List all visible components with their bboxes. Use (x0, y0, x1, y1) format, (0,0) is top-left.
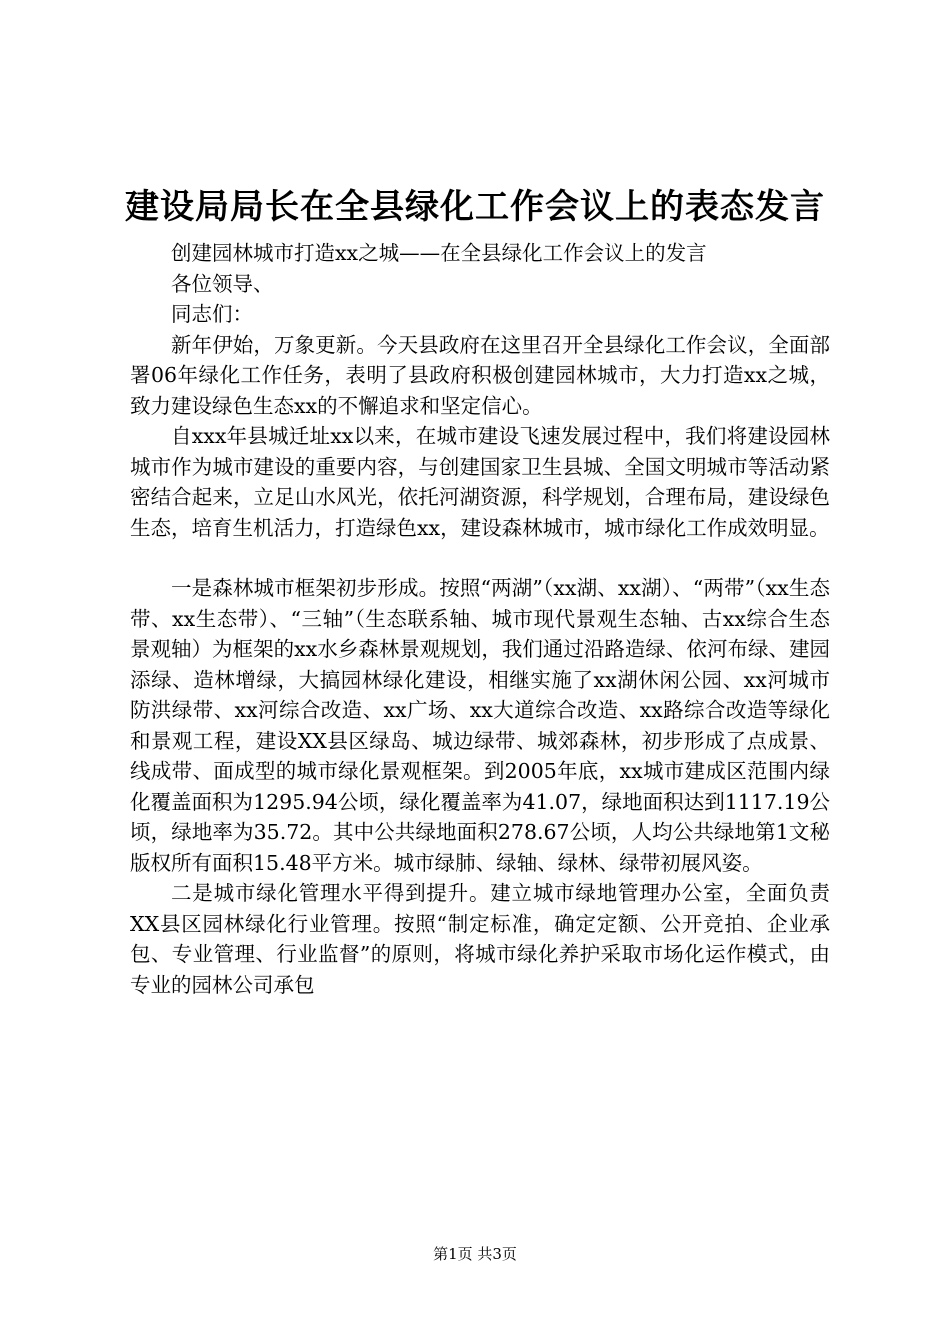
body-paragraph: 二是城市绿化管理水平得到提升。建立城市绿地管理办公室，全面负责XX县区园林绿化行业管理。按照“制定标准，确定定额、公开竞拍、企业承包、专业管理、行业监督”的原则，将城市绿化养护采取市场化运作模式，由专业的园林公司承包 (130, 881, 830, 997)
body-paragraph: 新年伊始，万象更新。今天县政府在这里召开全县绿化工作会议，全面部署06年绿化工作任务，表明了县政府积极创建园林城市，大力打造xx之城，致力建设绿色生态xx的不懈追求和坚定信心。 (130, 332, 830, 418)
document-title: 建设局局长在全县绿化工作会议上的表态发言 (125, 187, 825, 227)
body-paragraph: 自xxx年县城迁址xx以来，在城市建设飞速发展过程中，我们将建设园林城市作为城市建设的重要内容，与创建国家卫生县城、全国文明城市等活动紧密结合起来，立足山水风光，依托河湖资源，科学规划，合理布局，建设绿色生态，培育生机活力，打造绿色xx，建设森林城市，城市绿化工作成效明显。 (130, 424, 830, 540)
subtitle-paragraph: 创建园林城市打造xx之城——在全县绿化工作会议上的发言 (171, 241, 707, 265)
document-body (130, 238, 830, 1000)
body-paragraph: 一是森林城市框架初步形成。按照“两湖”（xx湖、xx湖）、“两带”（xx生态带、xx生态带）、“三轴”（生态联系轴、城市现代景观生态轴、古xx综合生态景观轴）为框架的xx水乡森林景观规划，我们通过沿路造绿、依河布绿、建园添绿、造林增绿，大搞园林绿化建设，相继实施了xx湖休闲公园、xx河城市防洪绿带、xx河综合改造、xx广场、xx大道综合改造、xx路综合改造等绿化和景观工程，建设XX县区绿岛、城边绿带、城郊森林，初步形成了点成景、线成带、面成型的城市绿化景观框架。到2005年底，xx城市建成区范围内绿化覆盖面积为1295.94公顷，绿化覆盖率为41.07，绿地面积达到1117.19公顷，绿地率为35.72。其中公共绿地面积278.67公顷，人均公共绿地第1文秘版权所有面积15.48平方米。城市绿肺、绿轴、绿林、绿带初展风姿。 (130, 576, 830, 875)
page-number: 第1页 共3页 (433, 1245, 517, 1263)
salutation-paragraph: 各位领导、 (171, 271, 274, 296)
salutation-paragraph: 同志们： (171, 302, 253, 326)
